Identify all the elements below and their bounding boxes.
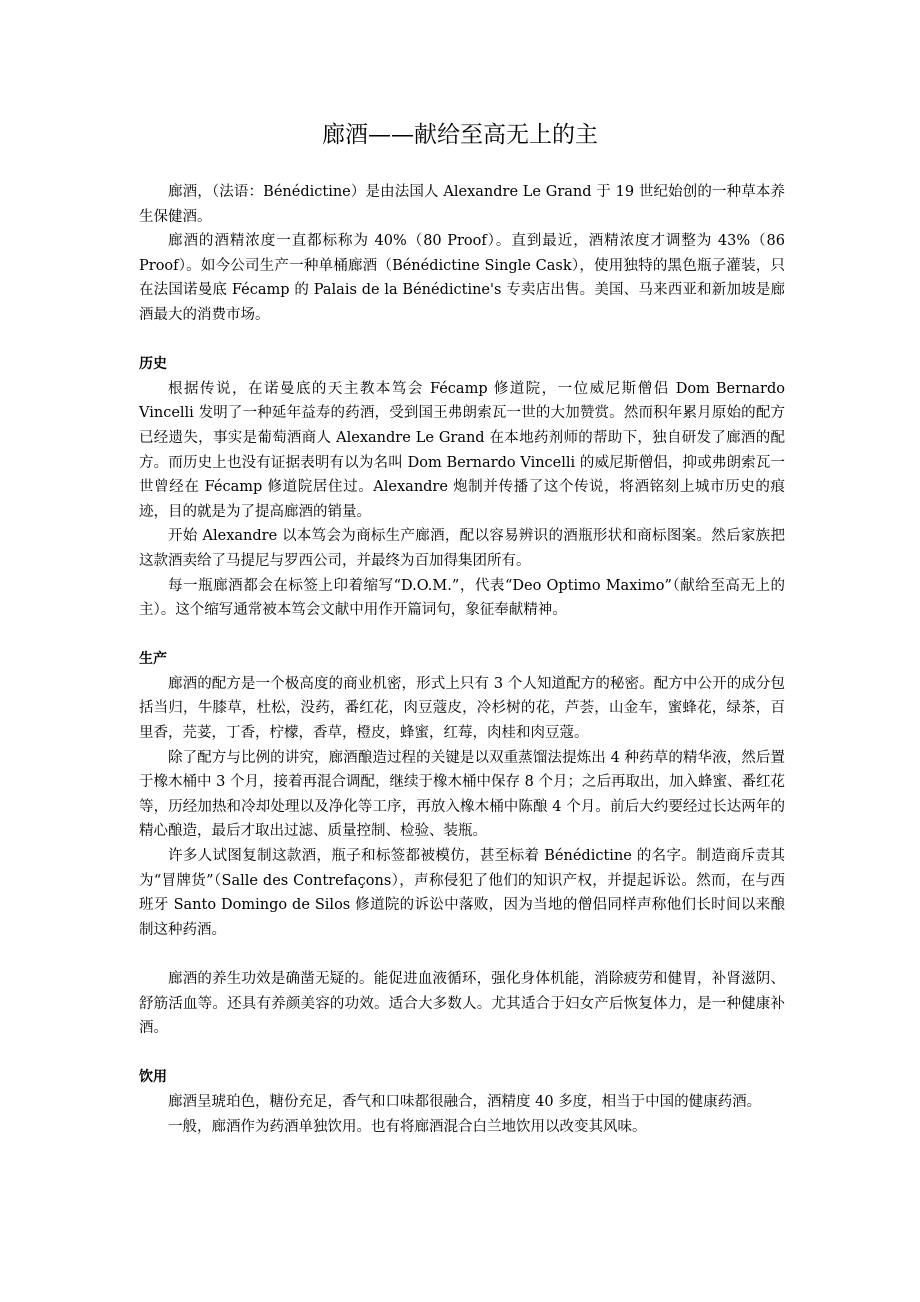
production-paragraph-2: 除了配方与比例的讲究，廊酒酿造过程的关键是以双重蒸馏法提炼出 4 种药草的精华液，然后置于橡木桶中 3 个月，接着再混合调配，继续于橡木桶中保存 8 个月；之后再取出，加入蜂蜜、番红花等，历经加热和冷却处理以及净化等工序，再放入橡木桶中陈酿 4 个月。前后大约要经过长达两年的精心酿造，最后才取出过滤、质量控制、检验、装瓶。	[139, 749, 785, 840]
drinking-paragraph-1: 廊酒呈琥珀色，糖份充足，香气和口味都很融合，酒精度 40 多度，相当于中国的健康药酒。	[168, 1093, 762, 1110]
intro-paragraph-1: 廊酒，（法语：Bénédictine）是由法国人 Alexandre Le Grand 于 19 世纪始创的一种草本养生保健酒。	[139, 184, 785, 225]
history-heading: 历史	[139, 356, 167, 373]
spacer	[139, 623, 785, 648]
production-paragraph-3: 许多人试图复制这款酒，瓶子和标签都被模仿，甚至标着 Bénédictine 的名字。制造商斥责其为“冒牌货”（Salle des Contrefaçons），声称侵犯了他们的知识产权，并提起诉讼。然而，在与西班牙 Santo Domingo de Silos 修道院的诉讼中落败，因为当地的僧侣同样声称他们长时间以来酿制这种药酒。	[139, 848, 785, 938]
production-heading: 生产	[139, 651, 167, 668]
production-paragraph-1: 廊酒的配方是一个极高度的商业机密，形式上只有 3 个人知道配方的秘密。配方中公开的成分包括当归，牛膝草，杜松，没药，番红花，肉豆蔻皮，冷杉树的花，芦荟，山金车，蜜蜂花，绿茶，百里香，芫荽，丁香，柠檬，香草，橙皮，蜂蜜，红莓，肉桂和肉豆蔻。	[139, 675, 785, 742]
document-body	[139, 180, 785, 1139]
document-title: 廊酒——献给至高无上的主	[322, 122, 598, 148]
intro-paragraph-2: 廊酒的酒精浓度一直都标称为 40%（80 Proof）。直到最近，酒精浓度才调整为 43%（86 Proof）。如今公司生产一种单桶廊酒（Bénédictine Single Cask），使用独特的黑色瓶子灌装，只在法国诺曼底 Fécamp 的 Palais de la Bénédictine's 专卖店出售。美国、马来西亚和新加坡是廊酒最大的消费市场。	[139, 233, 785, 323]
spacer	[139, 328, 785, 353]
spacer	[139, 1041, 785, 1066]
history-paragraph-2: 开始 Alexandre 以本笃会为商标生产廊酒，配以容易辨识的酒瓶形状和商标图案。然后家族把这款酒卖给了马提尼与罗西公司，并最终为百加得集团所有。	[139, 528, 785, 569]
drinking-heading: 饮用	[139, 1069, 167, 1086]
health-paragraph: 廊酒的养生功效是确凿无疑的。能促进血液循环，强化身体机能，消除疲劳和健胃，补肾滋阴、舒筋活血等。还具有养颜美容的功效。适合大多数人。尤其适合于妇女产后恢复体力，是一种健康补酒。	[139, 971, 785, 1037]
history-paragraph-3: 每一瓶廊酒都会在标签上印着缩写“D.O.M.”，代表“Deo Optimo Maximo”（献给至高无上的主）。这个缩写通常被本笃会文献中用作开篇词句，象征奉献精神。	[139, 577, 785, 619]
spacer	[139, 942, 785, 967]
history-paragraph-1: 根据传说，在诺曼底的天主教本笃会 Fécamp 修道院，一位威尼斯僧侣 Dom Bernardo Vincelli 发明了一种延年益寿的药酒，受到国王弗朗索瓦一世的大加赞赏。然而积年累月原始的配方已经遗失，事实是葡萄酒商人 Alexandre Le Grand 在本地药剂师的帮助下，独自研发了廊酒的配方。而历史上也没有证据表明有以为名叫 Dom Bernardo Vincelli 的威尼斯僧侣，抑或弗朗索瓦一世曾经在 Fécamp 修道院居住过。Alexandre 炮制并传播了这个传说，将酒铭刻上城市历史的痕迹，目的就是为了提高廊酒的销量。	[139, 380, 785, 520]
drinking-paragraph-2: 一般，廊酒作为药酒单独饮用。也有将廊酒混合白兰地饮用以改变其风味。	[168, 1118, 647, 1135]
